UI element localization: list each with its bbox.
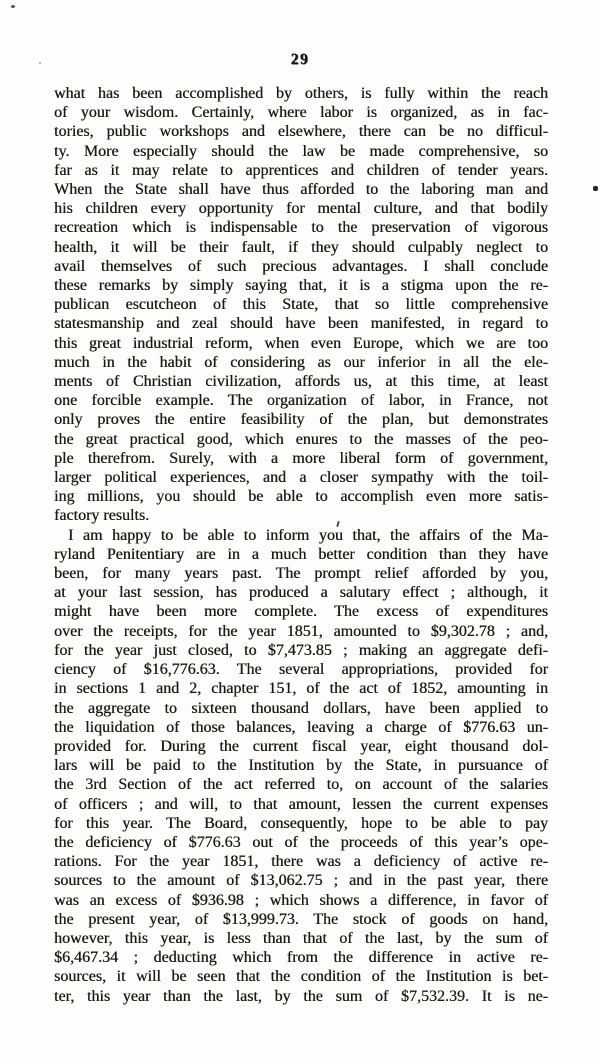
text-line: his children every opportunity for mental culture, and that bodily bbox=[54, 200, 548, 218]
text-line: been, for many years past. The prompt relief afforded by you, bbox=[54, 565, 548, 583]
page-number: 29 bbox=[290, 51, 310, 68]
text-line: ryland Penitentiary are in a much better condition than they have bbox=[54, 545, 548, 563]
text-line: the present year, of $13,999.73. The stock of goods on hand, bbox=[54, 910, 548, 928]
text-line: of your wisdom. Certainly, where labor is organized, as in fac- bbox=[54, 104, 548, 122]
text-line: much in the habit of considering as our inferior in all the ele- bbox=[54, 353, 548, 371]
text-line: larger political experiences, and a closer sympathy with the toil- bbox=[54, 469, 548, 487]
text-line: one forcible example. The organization of labor, in France, not bbox=[54, 392, 548, 410]
text-line: sources to the amount of $13,062.75 ; and in the past year, there bbox=[54, 872, 548, 890]
text-line: for this year. The Board, consequently, hope to be able to pay bbox=[54, 814, 548, 832]
text-line: publican escutcheon of this State, that so little comprehensive bbox=[54, 296, 548, 314]
text-line: ing millions, you should be able to accomplish even more satis- bbox=[54, 488, 548, 506]
text-line: the liquidation of those balances, leaving a charge of $776.63 un- bbox=[54, 718, 548, 736]
text-line: at your last session, has produced a salutary effect ; although, it bbox=[54, 584, 548, 602]
ink-speck bbox=[39, 62, 41, 64]
text-line: ciency of $16,776.63. The several appropriations, provided for bbox=[54, 661, 548, 679]
text-line: health, it will be their fault, if they should culpably neglect to bbox=[54, 238, 548, 256]
text-line: When the State shall have thus afforded to the laboring man and bbox=[54, 181, 548, 199]
text-line: ty. More especially should the law be made comprehensive, so bbox=[54, 142, 548, 160]
text-line: might have been more complete. The excess of expenditures bbox=[54, 603, 548, 621]
text-line: in sections 1 and 2, chapter 151, of the act of 1852, amounting in bbox=[54, 680, 548, 698]
text-line: rations. For the year 1851, there was a deficiency of active re- bbox=[54, 853, 548, 871]
text-line: ments of Christian civilization, affords us, at this time, at least bbox=[54, 373, 548, 391]
text-line: avail themselves of such precious advantages. I shall conclude bbox=[54, 257, 548, 275]
ink-speck bbox=[593, 186, 598, 191]
text-line: the great practical good, which enures to the masses of the peo- bbox=[54, 430, 548, 448]
text-line: I am happy to be able to inform you that, the affairs of the Ma- bbox=[68, 526, 548, 544]
text-line: for the year just closed, to $7,473.85 ; making an aggregate defi- bbox=[54, 641, 548, 659]
text-line: factory results. bbox=[54, 507, 150, 525]
text-line: the aggregate to sixteen thousand dollars, have been applied to bbox=[54, 699, 548, 717]
ink-speck bbox=[11, 5, 15, 8]
text-line: recreation which is indispensable to the preservation of vigorous bbox=[54, 219, 548, 237]
text-line: statesmanship and zeal should have been manifested, in regard to bbox=[54, 315, 548, 333]
text-line: lars will be paid to the Institution by the State, in pursuance of bbox=[54, 757, 548, 775]
body-text-block bbox=[54, 84, 548, 1006]
text-line: ter, this year than the last, by the sum of $7,532.39. It is ne- bbox=[54, 987, 548, 1005]
text-line: over the receipts, for the year 1851, amounted to $9,302.78 ; and, bbox=[54, 622, 548, 640]
text-line: of officers ; and will, to that amount, lessen the current expenses bbox=[54, 795, 548, 813]
text-line: the deficiency of $776.63 out of the proceeds of this year’s ope- bbox=[54, 833, 548, 851]
text-line: $6,467.34 ; deducting which from the difference in active re- bbox=[54, 949, 548, 967]
text-line: only proves the entire feasibility of the plan, but demonstrates bbox=[54, 411, 548, 429]
text-line: was an excess of $936.98 ; which shows a difference, in favor of bbox=[54, 891, 548, 909]
text-line: these remarks by simply saying that, it is a stigma upon the re- bbox=[54, 277, 548, 295]
text-line: this great industrial reform, when even Europe, which we are too bbox=[54, 334, 548, 352]
text-line: however, this year, is less than that of the last, by the sum of bbox=[54, 929, 548, 947]
text-line: far as it may relate to apprentices and children of tender years. bbox=[54, 161, 548, 179]
text-line: sources, it will be seen that the condition of the Institution is bet- bbox=[54, 968, 548, 986]
text-line: tories, public workshops and elsewhere, there can be no difficul- bbox=[54, 123, 548, 141]
text-line: provided for. During the current fiscal year, eight thousand dol- bbox=[54, 737, 548, 755]
text-line: what has been accomplished by others, is fully within the reach bbox=[54, 85, 548, 102]
text-line: ple therefrom. Surely, with a more liberal form of government, bbox=[54, 449, 548, 467]
text-line: the 3rd Section of the act referred to, on account of the salaries bbox=[54, 776, 548, 794]
